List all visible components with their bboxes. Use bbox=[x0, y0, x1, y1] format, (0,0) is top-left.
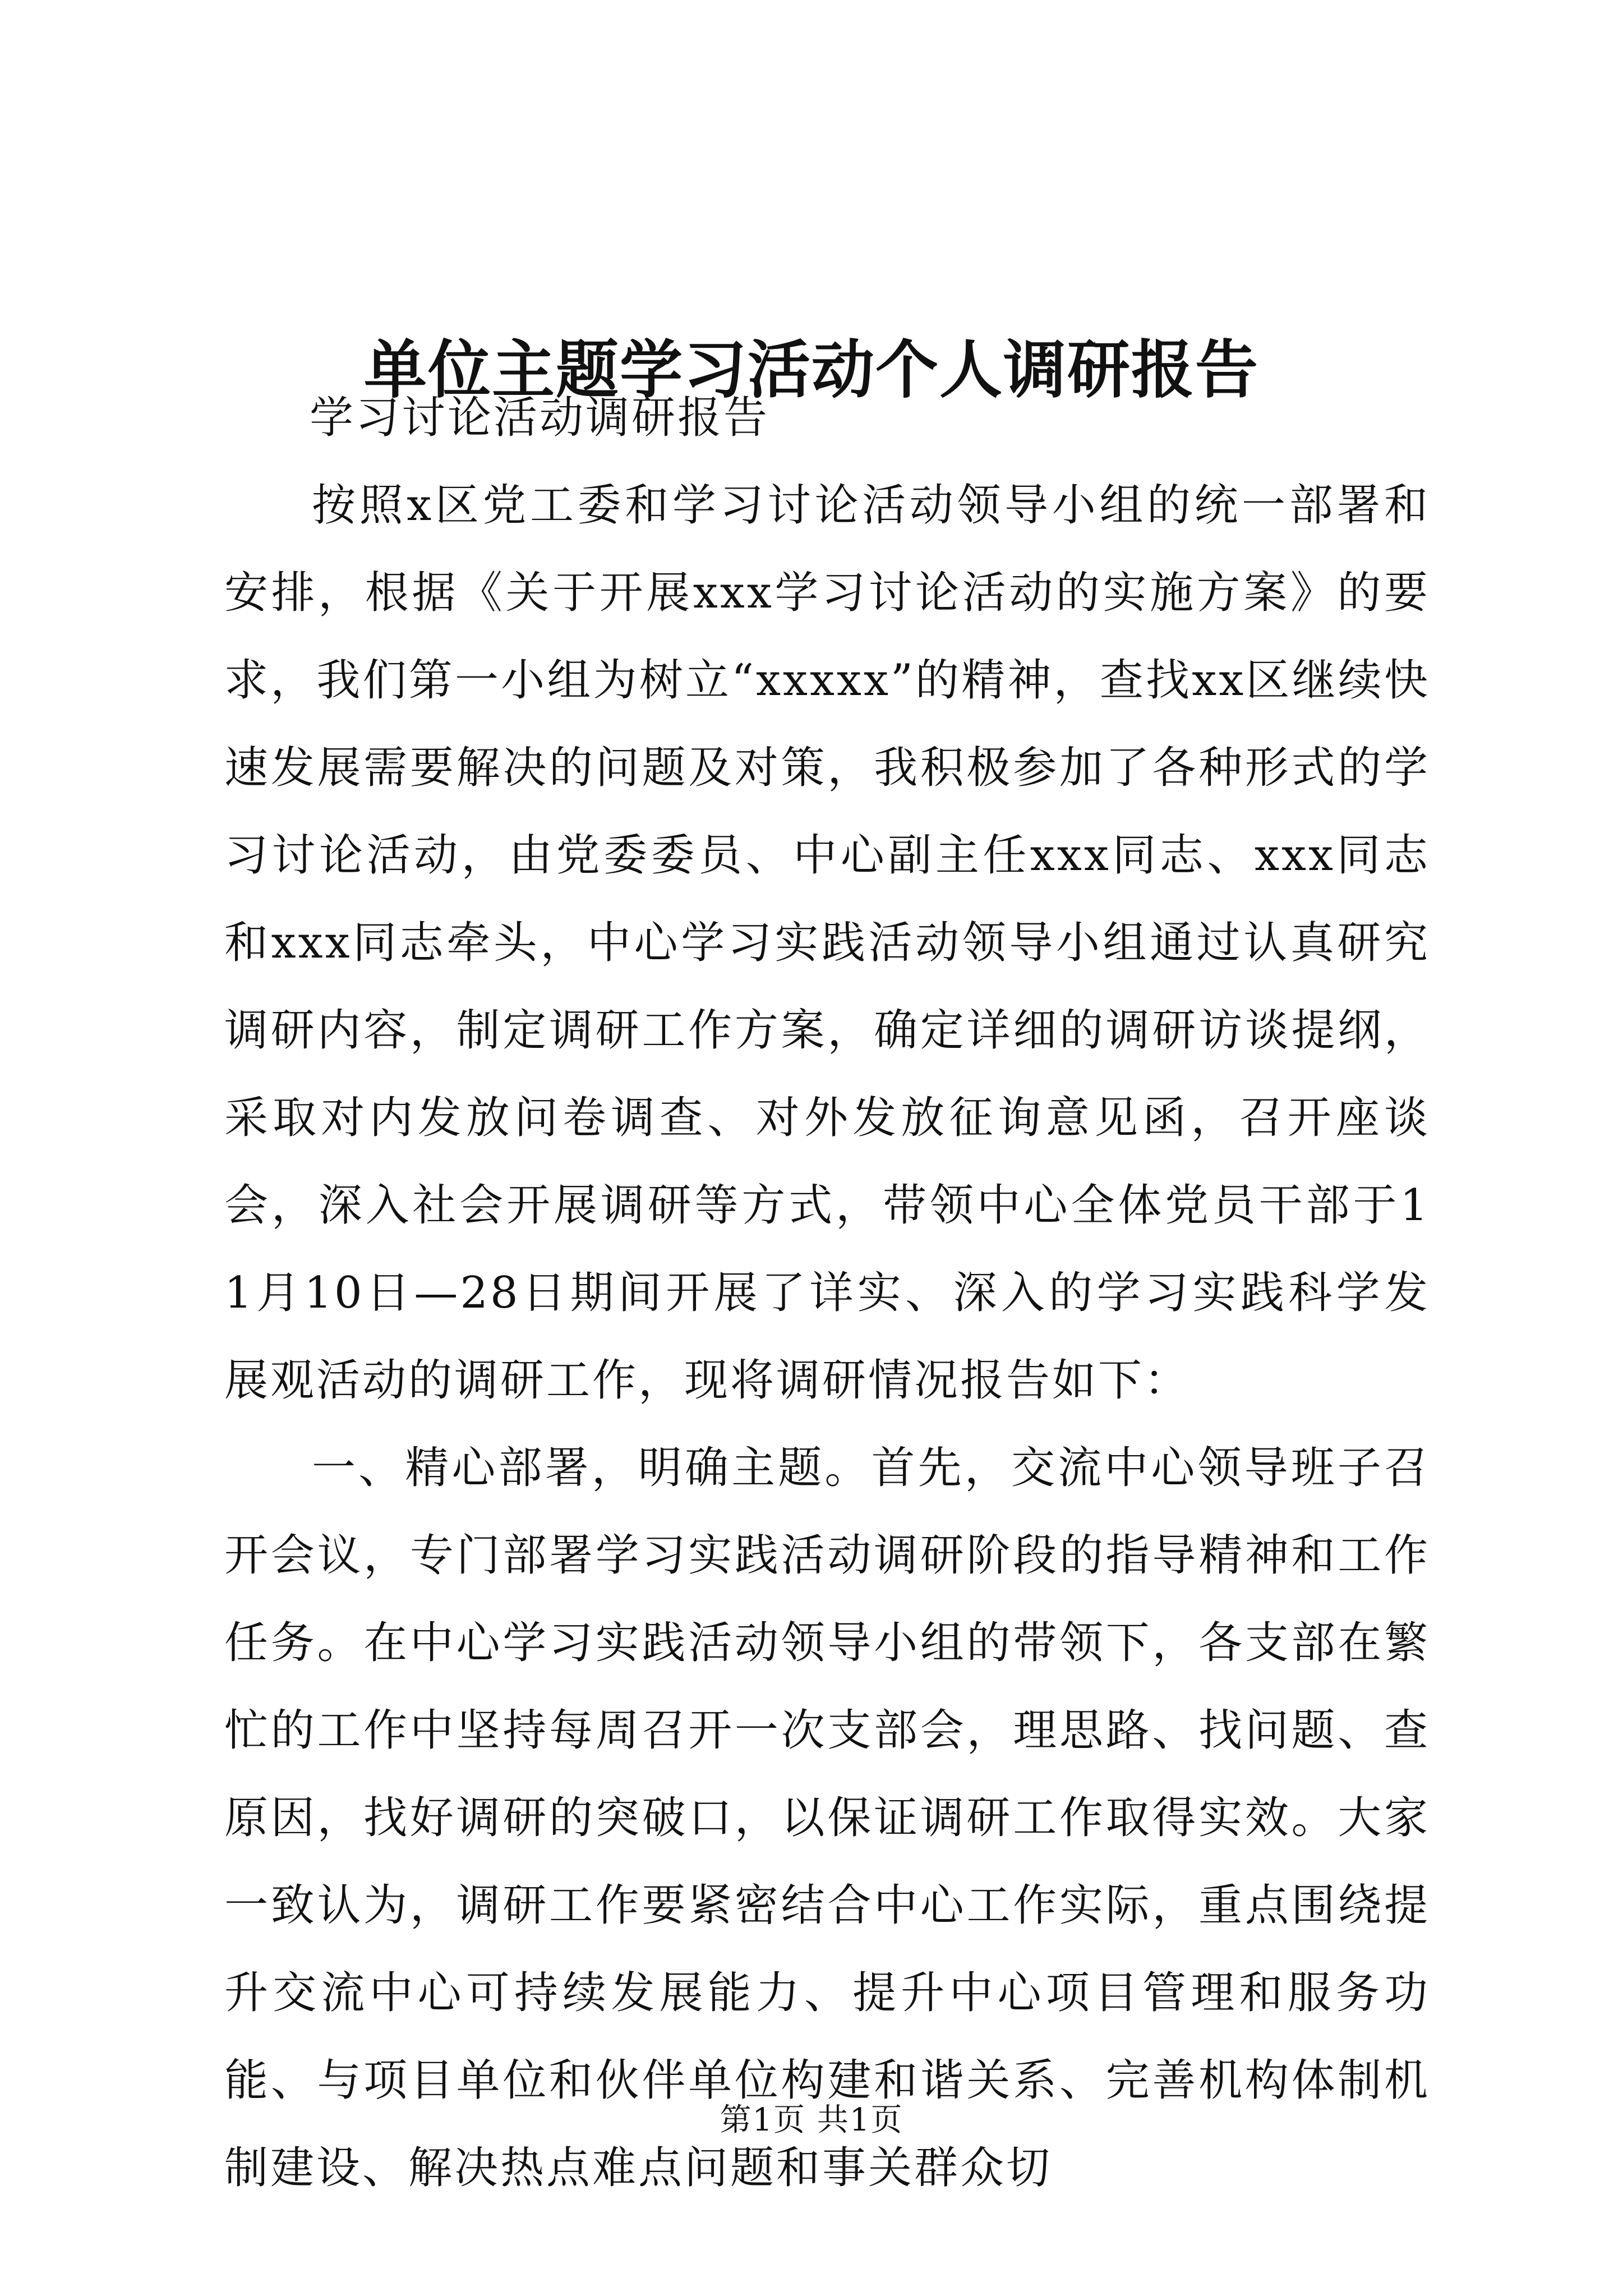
document-body bbox=[224, 462, 1430, 2212]
document-title: 单位主题学习活动个人调研报告 bbox=[364, 333, 1259, 407]
body-paragraph: 按照x区党工委和学习讨论活动领导小组的统一部署和安排，根据《关于开展xxx学习讨论活动的实施方案》的要求，我们第一小组为树立“xxxxx”的精神，查找xx区继续快速发展需要解决的问题及对策，我积极参加了各种形式的学习讨论活动，由党委委员、中心副主任xxx同志、xxx同志和xxx同志牵头，中心学习实践活动领导小组通过认真研究调研内容，制定调研工作方案，确定详细的调研访谈提纲，采取对内发放问卷调查、对外发放征询意见函，召开座谈会，深入社会开展调研等方式，带领中心全体党员干部于11月10日—28日期间开展了详实、深入的学习实践科学发展观活动的调研工作，现将调研情况报告如下： bbox=[224, 480, 1430, 1406]
page-footer: 第1页 共1页 bbox=[720, 2102, 903, 2138]
body-paragraph: 一、精心部署，明确主题。首先，交流中心领导班子召开会议，专门部署学习实践活动调研阶段的指导精神和工作任务。在中心学习实践活动领导小组的带领下，各支部在繁忙的工作中坚持每周召开一次支部会，理思路、找问题、查原因，找好调研的突破口，以保证调研工作取得实效。大家一致认为，调研工作要紧密结合中心工作实际，重点围绕提升交流中心可持续发展能力、提升中心项目管理和服务功能、与项目单位和伙伴单位构建和谐关系、完善机构体制机制建设、解决热点难点问题和事关群众切 bbox=[224, 1443, 1430, 2193]
document-subtitle: 学习讨论活动调研报告 bbox=[310, 393, 770, 443]
